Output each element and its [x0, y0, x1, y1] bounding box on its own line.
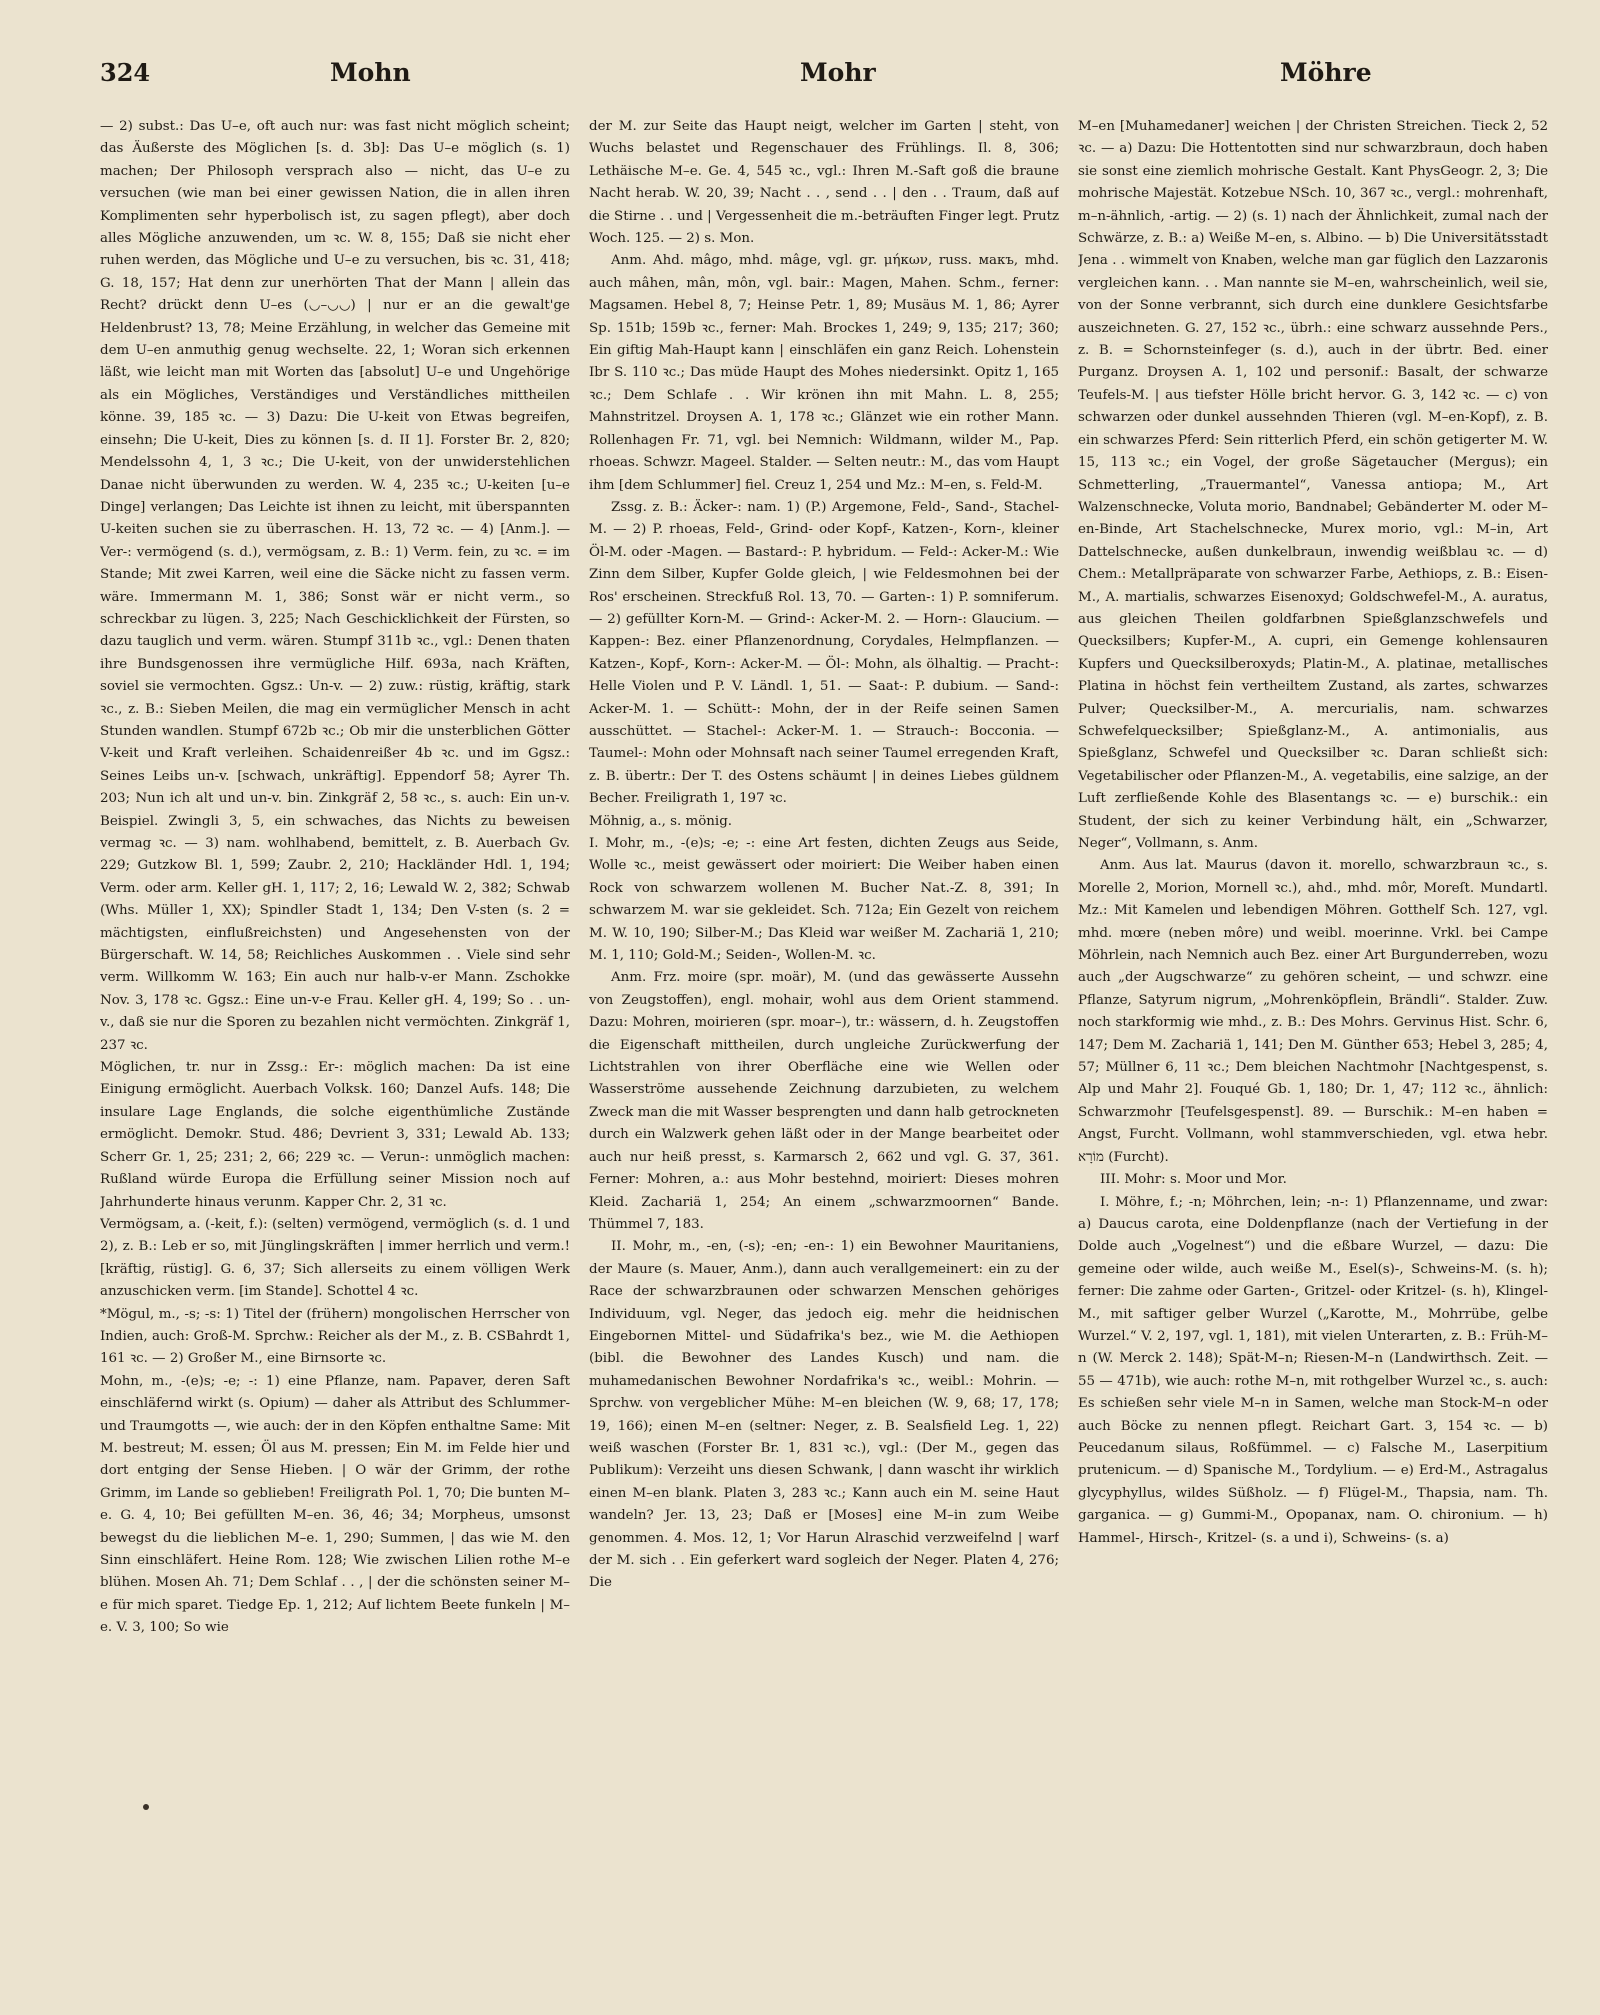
running-head-center: Mohr [800, 58, 876, 87]
entry-paragraph: Mohn, m., -(e)s; -e; -: 1) eine Pflanze, nam. Papaver, deren Saft einschläfernd wirkt (s. Opium) — daher als Attribut des Schlummer- und Traumgotts —, wie auch: der in den Köpfen enthaltne Same: Mit M. bestreut; M. essen; Öl aus M. pressen; Ein M. im Felde hier und dort entging der Sense Hieben. | O wär der Grimm, der rothe Grimm, im Lande so geblieben! Freiligrath Pol. 1, 70; Die bunten M–e. G. 4, 10; Bei gefüllten M–en. 36, 46; 34; Morpheus, umsonst bewegst du die lieblichen M–e. 1, 290; Summen, | das wie M. den Sinn einschläfert. Heine Rom. 128; Wie zwischen Lilien rothe M–e blühen. Mosen Ah. 71; Dem Schlaf . . , | der die schönsten seiner M–e für mich sparet. Tiedge Ep. 1, 212; Auf lichtem Beete funkeln | M–e. V. 3, 100; So wie [100, 1373, 570, 1636]
text-columns [100, 116, 1550, 1916]
page-number: 324 [100, 58, 151, 87]
column-middle [589, 116, 1059, 1916]
entry-paragraph: I. Mohr, m., -(e)s; -e; -: eine Art festen, dichten Zeugs aus Seide, Wolle ꝛc., meist gewässert oder moiriert: Die Weiber haben einen Rock von schwarzem wollenen M. Bucher Nat.-Z. 8, 391; In schwarzem M. war sie gekleidet. Sch. 712a; Ein Gezelt von reichem M. W. 10, 190; Silber-M.; Das Kleid war weißer M. Zachariä 1, 210; M. 1, 110; Gold-M.; Seiden-, Wollen-M. ꝛc. [589, 836, 1059, 964]
entry-paragraph: II. Mohr, m., -en, (-s); -en; -en-: 1) ein Bewohner Mauritaniens, der Maure (s. Mauer, Anm.), dann auch verallgemeinert: ein zu der Race der schwarzbraunen oder schwarzen Menschen gehöriges Individuum, vgl. Neger, das jedoch eig. mehr die heidnischen Eingebornen Mittel- und Südafrika's bez., wie M. die Aethiopen (bibl. die Bewohner des Landes Kusch) und nam. die muhamedanischen Bewohner Nordafrika's ꝛc., weibl.: Mohrin. — Sprchw. von vergeblicher Mühe: M–en bleichen (W. 9, 68; 17, 178; 19, 166); einen M–en (seltner: Neger, z. B. Sealsfield Leg. 1, 22) weiß waschen (Forster Br. 1, 831 ꝛc.), vgl.: (Der M., gegen das Publikum): Verzeiht uns diesen Schwank, | dann wascht ihr wirklich einen M–en blank. Platen 3, 283 ꝛc.; Kann auch ein M. seine Haut wandeln? Jer. 13, 23; Daß er [Moses] eine M–in zum Weibe genommen. 4. Mos. 12, 1; Vor Harun Alraschid verzweifelnd | warf der M. sich . . Ein geferkert ward sogleich der Neger. Platen 4, 276; Die [589, 1239, 1059, 1591]
print-speck [143, 1804, 149, 1810]
page-header [100, 58, 1540, 98]
entry-paragraph: *Mögul, m., -s; -s: 1) Titel der (frühern) mongolischen Herrscher von Indien, auch: Groß-M. Sprchw.: Reicher als der M., z. B. CSBahrdt 1, 161 ꝛc. — 2) Großer M., eine Birnsorte ꝛc. [100, 1306, 570, 1367]
running-head-left: Mohn [330, 58, 411, 87]
running-head-right: Möhre [1280, 58, 1372, 87]
entry-paragraph: M–en [Muhamedaner] weichen | der Christen Streichen. Tieck 2, 52 ꝛc. — a) Dazu: Die Hottentotten sind nur schwarzbraun, doch haben sie sonst eine ziemlich mohrische Gestalt. Kant PhysGeogr. 2, 3; Die mohrische Majestät. Kotzebue NSch. 10, 367 ꝛc., vergl.: mohrenhaft, m–n-ähnlich, -artig. — 2) (s. 1) nach der Ähnlichkeit, zumal nach der Schwärze, z. B.: a) Weiße M–en, s. Albino. — b) Die Universitätsstadt Jena . . wimmelt von Knaben, welche man gar füglich den Lazzaronis vergleichen kann. . . Man nannte sie M–en, wahrscheinlich, weil sie, von der Sonne verbrannt, sich durch eine dunklere Gesichtsfarbe auszeichneten. G. 27, 152 ꝛc., übrh.: eine schwarz aussehnde Pers., z. B. = Schornsteinfeger (s. d.), auch in der übrtr. Bed. einer Purganz. Droysen A. 1, 102 und personif.: Basalt, der schwarze Teufels-M. | aus tiefster Hölle bricht hervor. G. 3, 142 ꝛc. — c) von schwarzen oder dunkel aussehnden Thieren (vgl. M–en-Kopf), z. B. ein schwarzes Pferd: Sein ritterlich Pferd, ein schön getigerter M. W. 15, 113 ꝛc.; ein Vogel, der große Sägetaucher (Mergus); ein Schmetterling, „Trauermantel“, Vanessa antiopa; M., Art Walzenschnecke, Voluta morio, Bandnabel; Gebänderter M. oder M–en-Binde, Art Stachelschnecke, Murex morio, vgl.: M–in, Art Dattelschnecke, außen dunkelbraun, inwendig weißblau ꝛc. — d) Chem.: Metallpräparate von schwarzer Farbe, Aethiops, z. B.: Eisen-M., A. martialis, schwarzes Eisenoxyd; Goldschwefel-M., A. auratus, aus gleichen Theilen goldfarbnen Spießglanzschwefels und Quecksilbers; Kupfer-M., A. cupri, ein Gemenge kohlensauren Kupfers und Quecksilberoxyds; Platin-M., A. platinae, metallisches Platina in höchst fein vertheiltem Zustand, als zartes, schwarzes Pulver; Quecksilber-M., A. mercurialis, nam. schwarzes Schwefelquecksilber; Spießglanz-M., A. antimonialis, aus Spießglanz, Schwefel und Quecksilber ꝛc. Daran schließt sich: Vegetabilischer oder Pflanzen-M., A. vegetabilis, eine salzige, an der Luft zerfließende Kohle des Blasentangs ꝛc. — e) burschik.: ein Student, der sich zu keiner Verbindung hält, ein „Schwarzer, Neger“, Vollmann, s. Anm. [1078, 119, 1548, 851]
entry-paragraph: Vermögsam, a. (-keit, f.): (selten) vermögend, vermöglich (s. d. 1 und 2), z. B.: Leb er so, mit Jünglingskräften | immer herrlich und verm.! [kräftig, rüstig]. G. 6, 37; Sich allerseits zu einem völligen Werk anzuschicken verm. [im Stande]. Schottel 4 ꝛc. [100, 1216, 570, 1300]
column-left [100, 116, 570, 1916]
entry-paragraph: Möglichen, tr. nur in Zssg.: Er-: möglich machen: Da ist eine Einigung ermöglicht. Auerbach Volksk. 160; Danzel Aufs. 148; Die insulare Lage Englands, die solche eigenthümliche Zustände ermöglicht. Demokr. Stud. 486; Devrient 3, 331; Lewald Ab. 133; Scherr Gr. 1, 25; 231; 2, 66; 229 ꝛc. — Verun-: unmöglich machen: Rußland würde Europa die Erfüllung seiner Mission noch auf Jahrhunderte hinaus verunm. Kapper Chr. 2, 31 ꝛc. [100, 1060, 570, 1210]
annotation-paragraph: Anm. Aus lat. Maurus (davon it. morello, schwarzbraun ꝛc., s. Morelle 2, Morion, Mornell ꝛc.), ahd., mhd. môr, Moreſt. Mundartl. Mz.: Mit Kamelen und lebendigen Möhren. Gotthelf Sch. 127, vgl. mhd. mœre (neben môre) und weibl. moerinne. Vrkl. bei Campe Möhrlein, nach Nemnich auch Bez. einer Art Burgunderreben, wozu auch „der Augschwarze“ zu gehören scheint, — und schwzr. eine Pflanze, Satyrum nigrum, „Mohrenköpflein, Brändli“. Stalder. Zuw. noch starkformig wie mhd., z. B.: Des Mohrs. Gervinus Hist. Schr. 6, 147; Dem M. Zachariä 1, 141; Den M. Günther 653; Hebel 3, 285; 4, 57; Müllner 6, 11 ꝛc.; Dem bleichen Nachtmohr [Nachtgespenst, s. Alp und Mahr 2]. Fouqué Gb. 1, 180; Dr. 1, 47; 112 ꝛc., ähnlich: Schwarzmohr [Teufelsgespenst]. 89. — Burschik.: M–en haben = Angst, Furcht. Vollmann, wohl stammverschieden, vgl. etwa hebr. מוֹרָא (Furcht). [1078, 858, 1548, 1165]
entry-paragraph: I. Möhre, f.; -n; Möhrchen, lein; -n-: 1) Pflanzenname, und zwar: a) Daucus carota, eine Doldenpflanze (nach der Vertiefung in der Dolde auch „Vogelnest“) und die eßbare Wurzel, — dazu: Die gemeine oder wilde, auch weiße M., Esel(s)-, Schweins-M. (s. h); ferner: Die zahme oder Garten-, Gritzel- oder Kritzel- (s. h), Klingel-M., mit saftiger gelber Wurzel („Karotte, M., Mohrrübe, gelbe Wurzel.“ V. 2, 197, vgl. 1, 181), mit vielen Unterarten, z. B.: Früh-M–n (W. Merck 2. 148); Spät-M–n; Riesen-M–n (Landwirthsch. Zeit. — 55 — 471b), wie auch: rothe M–n, mit rothgelber Wurzel ꝛc., s. auch: Es schießen sehr viele M–n in Samen, welche man Stock-M–n oder auch Böcke zu nennen pflegt. Reichart Gart. 3, 154 ꝛc. — b) Peucedanum silaus, Roßfümmel. — c) Falsche M., Laserpitium prutenicum. — d) Spanische M., Tordylium. — e) Erd-M., Astragalus glycyphyllus, wildes Süßholz. — f) Flügel-M., Thapsia, nam. Th. garganica. — g) Gummi-M., Opopanax, nam. O. chironium. — h) Hammel-, Hirsch-, Kritzel- (s. a und i), Schweins- (s. a) [1078, 1194, 1548, 1546]
annotation-paragraph: Anm. Ahd. mâgo, mhd. mâge, vgl. gr. μήκων, russ. макъ, mhd. auch mâhen, mân, môn, vgl. bair.: Magen, Mahen. Schm., ferner: Magsamen. Hebel 8, 7; Heinse Petr. 1, 89; Musäus M. 1, 86; Ayrer Sp. 151b; 159b ꝛc., ferner: Mah. Brockes 1, 249; 9, 135; 217; 360; Ein giftig Mah-Haupt kann | einschläfen ein ganz Reich. Lohenstein Ibr S. 110 ꝛc.; Das müde Haupt des Mohes niedersinkt. Opitz 1, 165 ꝛc.; Dem Schlafe . . Wir krönen ihn mit Mahn. L. 8, 255; Mahnstritzel. Droysen A. 1, 178 ꝛc.; Glänzet wie ein rother Mann. Rollenhagen Fr. 71, vgl. bei Nemnich: Wildmann, wilder M., Pap. rhoeas. Schwzr. Mageel. Stalder. — Selten neutr.: M., das vom Haupt ihm [dem Schlummer] fiel. Creuz 1, 254 und Mz.: M–en, s. Feld-M. [589, 253, 1059, 493]
column-right [1078, 116, 1548, 1916]
entry-paragraph: der M. zur Seite das Haupt neigt, welcher im Garten | steht, von Wuchs belastet und Regenschauer des Frühlings. Il. 8, 306; Lethäische M–e. Ge. 4, 545 ꝛc., vgl.: Ihren M.-Saft goß die braune Nacht herab. W. 20, 39; Nacht . . , send . . | den . . Traum, daß auf die Stirne . . und | Vergessenheit die m.-beträuften Finger legt. Prutz Woch. 125. — 2) s. Mon. [589, 119, 1059, 247]
annotation-paragraph: Anm. Frz. moire (spr. moär), M. (und das gewässerte Aussehn von Zeugstoffen), engl. mohair, wohl aus dem Orient stammend. Dazu: Mohren, moirieren (spr. moar–), tr.: wässern, d. h. Zeugstoffen die Eigenschaft mittheilen, durch ungleiche Zurückwerfung der Lichtstrahlen von ihrer Oberfläche eine wie Wellen oder Wasserströme aussehende Zeichnung darzubieten, zu welchem Zweck man die mit Wasser besprengten und dann halb getrockneten durch ein Walzwerk gehen läßt oder in der Mange bearbeitet oder auch nur heiß presst, s. Karmarsch 2, 662 und vgl. G. 37, 361. Ferner: Mohren, a.: aus Mohr bestehnd, moiriert: Dieses mohren Kleid. Zachariä 1, 254; An einem „schwarzmoornen“ Bande. Thümmel 7, 183. [589, 970, 1059, 1232]
entry-paragraph: Möhnig, a., s. mönig. [589, 813, 733, 829]
compounds-paragraph: Zssg. z. B.: Äcker-: nam. 1) (P.) Argemone, Feld-, Sand-, Stachel-M. — 2) P. rhoeas, Feld-, Grind- oder Kopf-, Katzen-, Korn-, kleiner Öl-M. oder -Magen. — Bastard-: P. hybridum. — Feld-: Acker-M.: Wie Zinn dem Silber, Kupfer Golde gleich, | wie Feldesmohnen bei der Ros' erscheinen. Streckfuß Rol. 13, 70. — Garten-: 1) P. somniferum. — 2) gefüllter Korn-M. — Grind-: Acker-M. 2. — Horn-: Glaucium. — Kappen-: Bez. einer Pflanzenordnung, Corydales, Helmpflanzen. — Katzen-, Kopf-, Korn-: Acker-M. — Öl-: Mohn, als ölhaltig. — Pracht-: Helle Violen und P. V. Ländl. 1, 51. — Saat-: P. dubium. — Sand-: Acker-M. 1. — Schütt-: Mohn, der in der Reife seinen Samen ausschüttet. — Stachel-: Acker-M. 1. — Strauch-: Bocconia. — Taumel-: Mohn oder Mohnsaft nach seiner Taumel erregenden Kraft, z. B. übertr.: Der T. des Ostens schäumt | in deines Liebes güldnem Becher. Freiligrath 1, 197 ꝛc. [589, 499, 1059, 807]
entry-paragraph: — 2) subst.: Das U–e, oft auch nur: was fast nicht möglich scheint; das Äußerste des Möglichen [s. d. 3b]: Das U–e möglich (s. 1) machen; Der Philosoph versprach also — nicht, das U–e zu versuchen (wie man bei einer gewissen Nation, die in allen ihren Komplimenten sehr hyperbolisch ist, zu sagen pflegt), aber doch alles Mögliche anzuwenden, um ꝛc. W. 8, 155; Daß sie nicht eher ruhen werden, das Mögliche und U–e zu versuchen, bis ꝛc. 31, 418; G. 18, 157; Hat denn zur unerhörten That der Mann | allein das Recht? drückt denn U–es (◡–◡◡) | nur er an die gewalt'ge Heldenbrust? 13, 78; Meine Erzählung, in welcher das Gemeine mit dem U–en anmuthig genug wechselte. 22, 1; Woran sich erkennen läßt, wie leicht man mit Worten das [absolut] U–e und Ungehörige als ein Mögliches, Verständiges und Verständliches mittheilen könne. 39, 185 ꝛc. — 3) Dazu: Die U-keit von Etwas begreifen, einsehn; Die U-keit, Dies zu können [s. d. II 1]. Forster Br. 2, 820; Mendelssohn 4, 1, 3 ꝛc.; Die U-keit, von der unwiderstehlichen Danae nicht überwunden zu werden. W. 4, 235 ꝛc.; U-keiten [u–e Dinge] verlangen; Das Leichte ist ihnen zu leicht, mit überspannten U-keiten suchen sie zu überraschen. H. 13, 72 ꝛc. — 4) [Anm.]. — Ver-: vermögend (s. d.), vermögsam, z. B.: 1) Verm. fein, zu ꝛc. = im Stande; Mit zwei Karren, weil eine die Säcke nicht zu fassen verm. wäre. Immermann M. 1, 386; Sonst wär er nicht verm., so schreckbar zu lügen. 3, 225; Nach Geschicklichkeit der Fürsten, so dazu tauglich und verm. wären. Stumpf 311b ꝛc., vgl.: Denen thaten ihre Bundsgenossen ihre vermügliche Hilf. 693a, nach Kräften, soviel sie vermochten. Ggsz.: Un-v. — 2) zuw.: rüstig, kräftig, stark ꝛc., z. B.: Sieben Meilen, die mag ein vermüglicher Mensch in acht Stunden wandlen. Stumpf 672b ꝛc.; Ob mir die unsterblichen Götter V-keit und Kraft verleihen. Schaidenreißer 4b ꝛc. und im Ggsz.: Seines Leibs un-v. [schwach, unkräftig]. Eppendorf 58; Ayrer Th. 203; Nun ich alt und un-v. bin. Zinkgräf 2, 58 ꝛc., s. auch: Ein un-v. Beispiel. Zwingli 3, 5, ein schwaches, das Nichts zu beweisen vermag ꝛc. — 3) nam. wohlhabend, bemittelt, z. B. Auerbach Gv. 229; Gutzkow Bl. 1, 599; Zaubr. 2, 210; Hackländer Hdl. 1, 194; Verm. oder arm. Keller gH. 1, 117; 2, 16; Lewald W. 2, 382; Schwab (Whs. Müller 1, XX); Spindler Stadt 1, 134; Den V-sten (s. 2 = mächtigsten, einflußreichsten) und Angesehensten von der Bürgerschaft. W. 14, 58; Reichliches Auskommen . . Viele sind sehr verm. Willkomm W. 163; Ein auch nur halb-v-er Mann. Zschokke Nov. 3, 178 ꝛc. Ggsz.: Eine un-v-e Frau. Keller gH. 4, 199; So . . un-v., daß sie nur die Sporen zu bezahlen nicht vermöchten. Zinkgräf 1, 237 ꝛc. [100, 119, 570, 1053]
entry-paragraph: III. Mohr: s. Moor und Mor. [1100, 1172, 1287, 1188]
